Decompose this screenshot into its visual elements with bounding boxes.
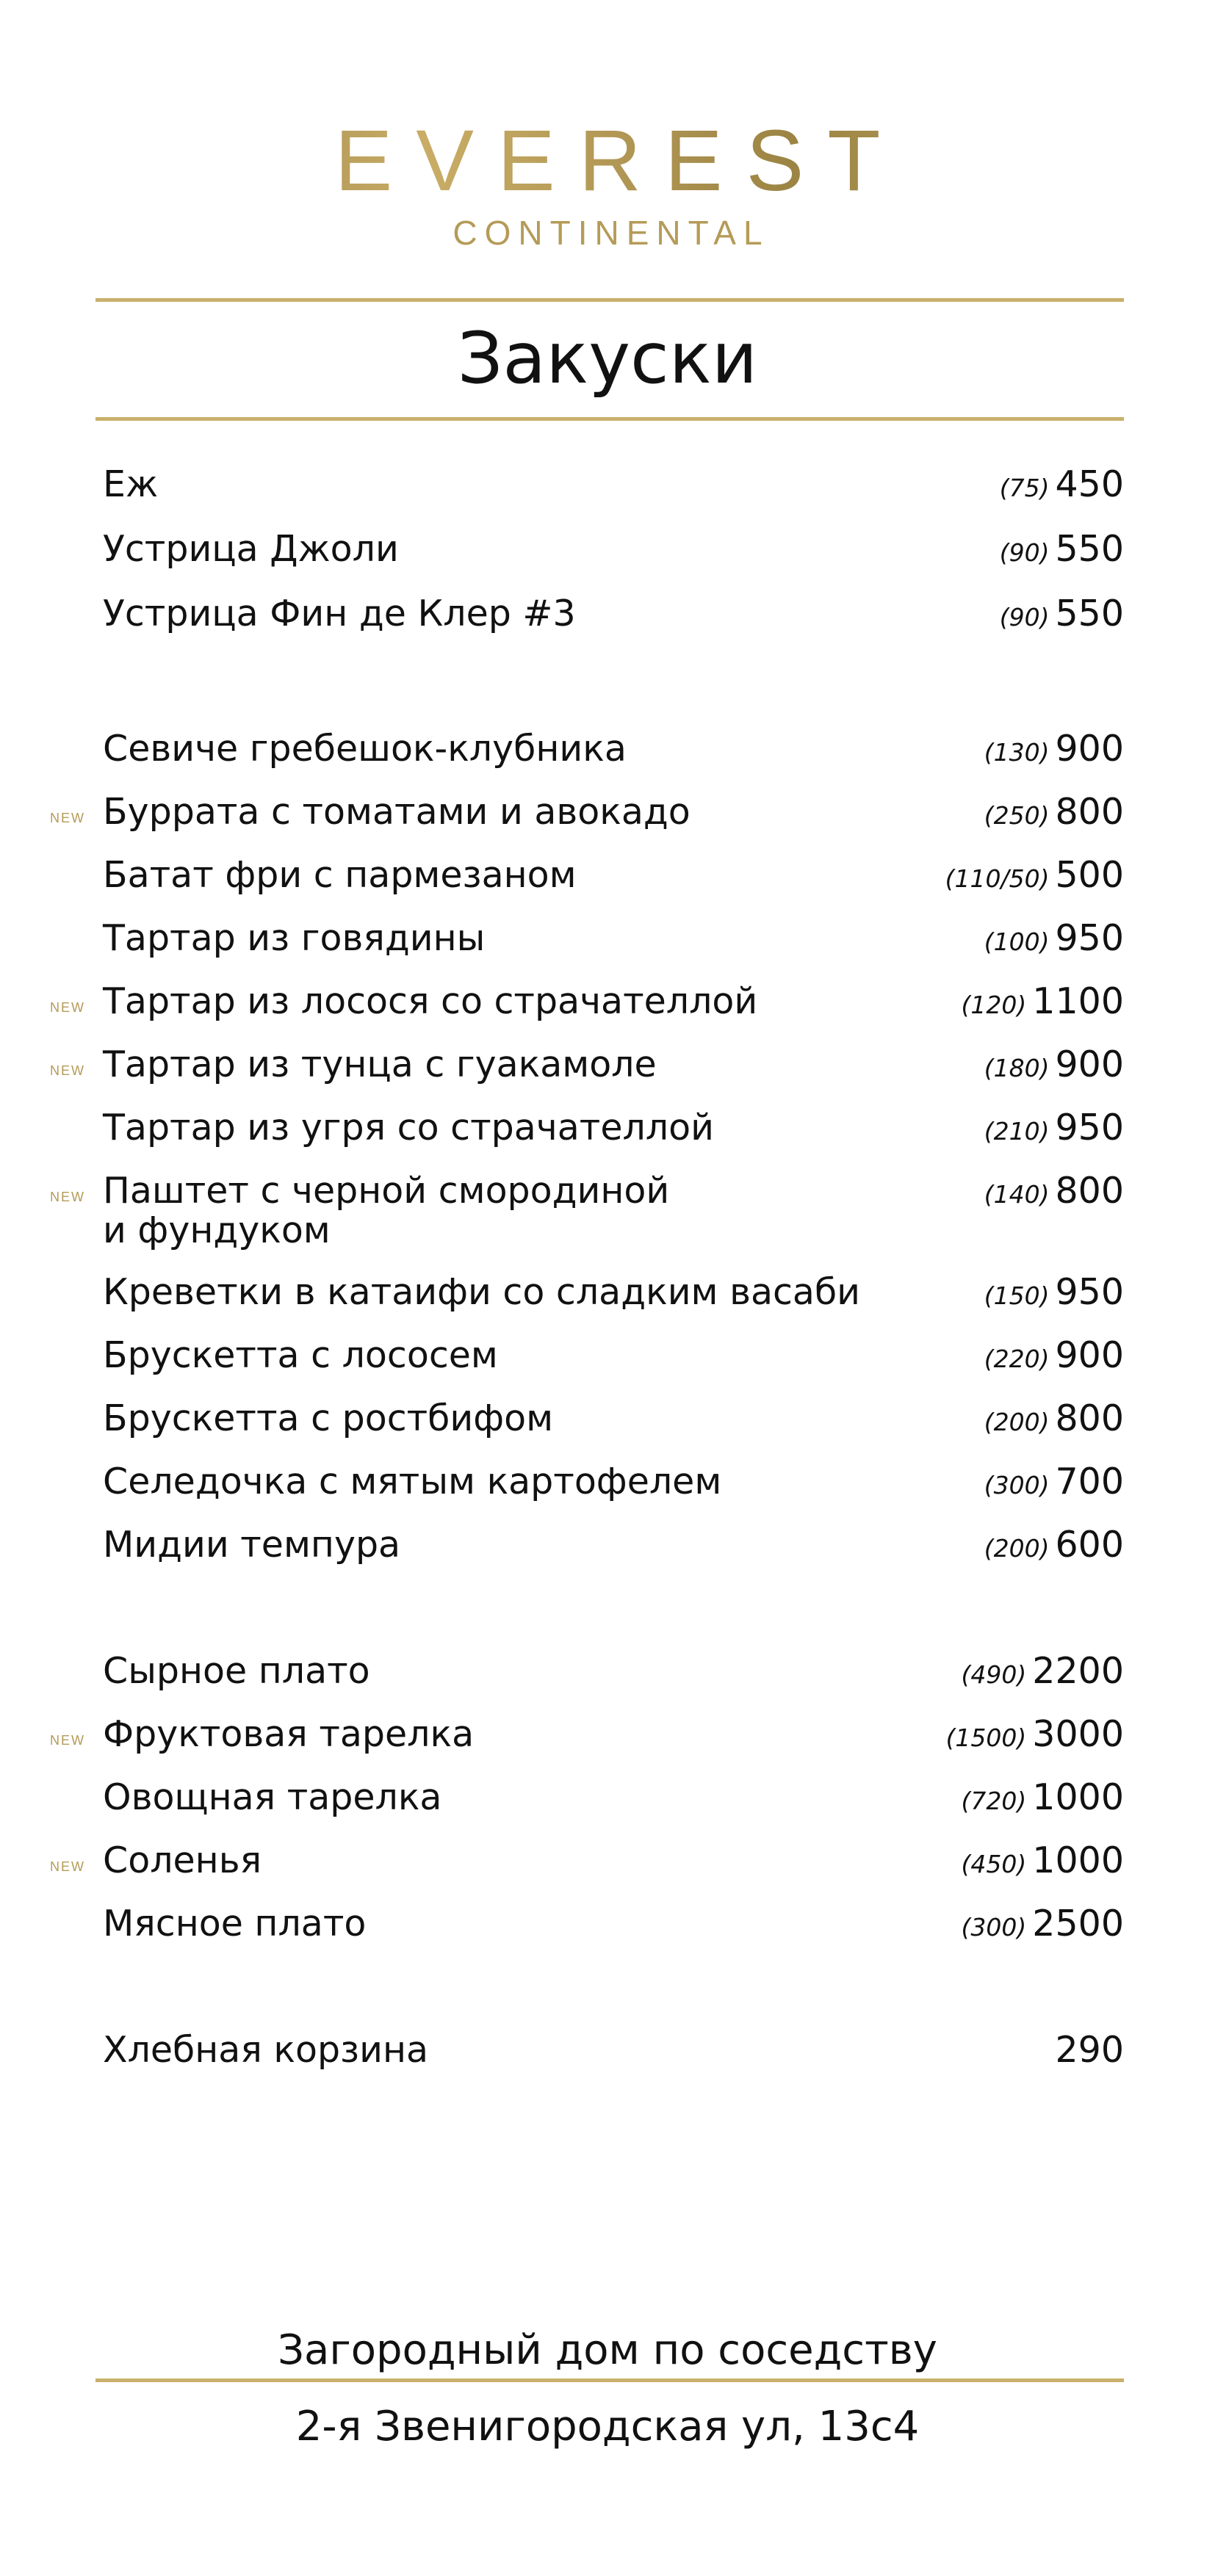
menu-item-weight: (300) [984, 1471, 1050, 1499]
menu-item-name: Мясное плато [103, 1903, 367, 1944]
menu-item-name: Сырное плато [103, 1650, 370, 1692]
menu-item [0, 1169, 1215, 1251]
menu-item [0, 527, 1215, 571]
menu-item-price: 950 [1055, 1107, 1124, 1148]
menu-item-price: 800 [1055, 1397, 1124, 1439]
menu-item [0, 727, 1215, 771]
menu-item-price-block [984, 1106, 1124, 1158]
footer-tagline: Загородный дом по соседству [278, 2326, 937, 2374]
menu-item-name: Устрица Джоли [103, 528, 399, 570]
menu-item-price-block [1000, 463, 1124, 515]
menu-item-weight: (130) [984, 738, 1050, 767]
menu-item-price-block [984, 1169, 1124, 1221]
menu-item-name: Буррата с томатами и авокадо [103, 791, 691, 833]
menu-item-price-block [984, 727, 1124, 779]
section-title: Закуски [457, 317, 758, 399]
menu-item-weight: (220) [984, 1345, 1050, 1373]
menu-item-price: 1000 [1032, 1839, 1124, 1881]
menu-item [0, 1270, 1215, 1314]
menu-item [0, 1334, 1215, 1378]
menu-item-name: Тартар из тунца с гуакамоле [103, 1043, 657, 1085]
menu-item-weight: (150) [984, 1281, 1050, 1310]
menu-item-weight: (300) [961, 1913, 1027, 1942]
menu-item-price: 950 [1055, 1271, 1124, 1313]
menu-item-weight: (120) [961, 991, 1027, 1019]
menu-item-name: Севиче гребешок-клубника [103, 728, 627, 770]
new-badge: NEW [50, 1190, 85, 1204]
menu-item-price: 950 [1055, 917, 1124, 959]
menu-item-price-block [962, 1839, 1124, 1891]
menu-item-price-block [984, 1043, 1124, 1095]
menu-item-price-block [962, 980, 1124, 1032]
menu-item-price-block [984, 790, 1124, 842]
menu-item-price: 900 [1055, 1334, 1124, 1376]
menu-item-name: Тартар из угря со страчателлой [103, 1107, 714, 1148]
menu-item [0, 1902, 1215, 1946]
menu-item [0, 1649, 1215, 1693]
menu-item-name: Устрица Фин де Клер #3 [103, 593, 576, 634]
menu-item [0, 980, 1215, 1024]
menu-item-price: 900 [1055, 728, 1124, 770]
menu-item-price-block [962, 1649, 1124, 1701]
menu-item-price: 700 [1055, 1461, 1124, 1502]
menu-item-price-block [962, 1902, 1124, 1954]
menu-item [0, 592, 1215, 636]
menu-item-price: 900 [1055, 1043, 1124, 1085]
menu-item-price: 500 [1055, 854, 1124, 896]
menu-item-price: 550 [1055, 528, 1124, 570]
menu-item-name: Фруктовая тарелка [103, 1713, 475, 1755]
new-badge: NEW [50, 1859, 85, 1874]
menu-item [0, 1106, 1215, 1150]
menu-item-price: 2500 [1032, 1903, 1124, 1944]
footer-address: 2-я Звенигородская ул, 13с4 [295, 2403, 920, 2450]
menu-item-name: Креветки в катаифи со сладким васаби [103, 1271, 861, 1313]
logo-subtitle: CONTINENTAL [453, 214, 770, 252]
menu-item-weight: (100) [984, 927, 1050, 956]
menu-item-price-block [1000, 527, 1124, 579]
menu-item-name: Батат фри с пармезаном [103, 854, 577, 896]
menu-item [0, 1776, 1215, 1820]
menu-item-price: 800 [1055, 1170, 1124, 1212]
menu-item-price-block [945, 853, 1124, 905]
menu-item [0, 463, 1215, 507]
menu-item-name: Брускетта с лососем [103, 1334, 498, 1376]
menu-item-price: 600 [1055, 1524, 1124, 1566]
menu-item-weight: (1500) [945, 1723, 1027, 1752]
menu-item [0, 1523, 1215, 1567]
menu-item-weight: (90) [999, 603, 1050, 632]
menu-item-weight: (180) [984, 1054, 1050, 1082]
menu-item-price-block [984, 916, 1124, 969]
menu-item-weight: (140) [984, 1180, 1050, 1209]
new-badge: NEW [50, 1000, 85, 1015]
menu-item-price: 450 [1055, 463, 1124, 505]
menu-item-price: 800 [1055, 791, 1124, 833]
menu-item-name: Паштет с черной смородиной [103, 1170, 670, 1212]
menu-item-price: 1100 [1032, 980, 1124, 1022]
logo-wordmark: EVEREST [0, 117, 1215, 204]
menu-item-price: 1000 [1032, 1776, 1124, 1818]
menu-item-weight: (490) [961, 1660, 1027, 1689]
menu-item-name: Мидии темпура [103, 1524, 401, 1566]
menu-item-price-block [984, 1460, 1124, 1512]
menu-item [0, 1043, 1215, 1087]
menu-item-name: Брускетта с ростбифом [103, 1397, 554, 1439]
menu-item-weight: (250) [984, 801, 1050, 830]
menu-item-price: 290 [1055, 2029, 1124, 2071]
menu-item-price: 3000 [1032, 1713, 1124, 1755]
menu-item [0, 2028, 1215, 2072]
menu-item-name: Соленья [103, 1839, 262, 1881]
menu-item-price-block [984, 1334, 1124, 1386]
menu-item-weight: (75) [999, 474, 1050, 502]
menu-item-weight: (110/50) [945, 864, 1050, 893]
menu-item-price-block [946, 1712, 1124, 1765]
menu-item-name: Селедочка с мятым картофелем [103, 1461, 722, 1502]
menu-item-weight: (720) [961, 1787, 1027, 1815]
menu-item [0, 790, 1215, 834]
footer-divider [95, 2378, 1124, 2382]
menu-item-price-block [984, 1523, 1124, 1575]
menu-item-price-block [984, 1270, 1124, 1323]
menu-item-name: Тартар из лосося со страчателлой [103, 980, 758, 1022]
menu-item-price: 550 [1055, 593, 1124, 634]
menu-item-price-block [962, 1776, 1124, 1828]
menu-item-name: Еж [103, 463, 159, 505]
menu-item-name: Тартар из говядины [103, 917, 486, 959]
menu-item [0, 916, 1215, 960]
menu-item [0, 1460, 1215, 1504]
menu-item [0, 853, 1215, 897]
menu-item [0, 1712, 1215, 1756]
menu-item-weight: (200) [984, 1534, 1050, 1563]
menu-item [0, 1397, 1215, 1441]
menu-item-price-block [984, 1397, 1124, 1449]
menu-item-name: Овощная тарелка [103, 1776, 442, 1818]
menu-item-price-block [1000, 592, 1124, 644]
menu-item-weight: (200) [984, 1408, 1050, 1436]
new-badge: NEW [50, 1063, 85, 1078]
menu-item-price-block [1055, 2028, 1124, 2080]
menu-item-price: 2200 [1032, 1650, 1124, 1692]
menu-item-weight: (210) [984, 1117, 1050, 1146]
menu-item-name: Хлебная корзина [103, 2029, 429, 2071]
new-badge: NEW [50, 811, 85, 825]
menu-item-weight: (450) [961, 1850, 1027, 1878]
menu-item-name-line2: и фундуком [103, 1209, 331, 1251]
menu-item [0, 1839, 1215, 1883]
new-badge: NEW [50, 1733, 85, 1748]
menu-item-weight: (90) [999, 538, 1050, 567]
